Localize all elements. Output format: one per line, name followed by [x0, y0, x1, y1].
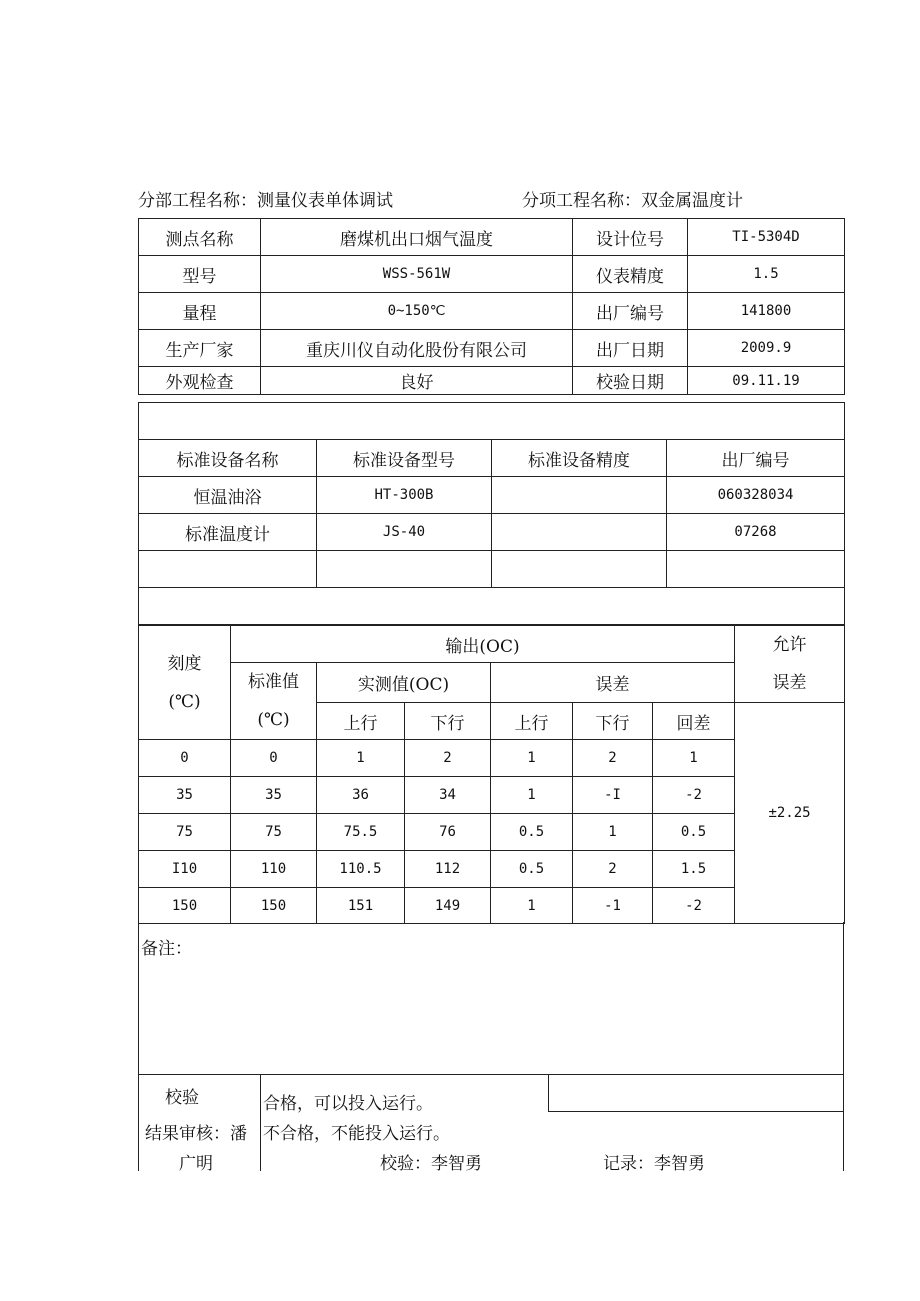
serial-label: 出厂编号	[573, 293, 688, 330]
error-header: 误差	[491, 663, 735, 703]
table-cell: 1	[491, 740, 573, 777]
cal-date-label: 校验日期	[573, 367, 688, 395]
table-cell: 1.5	[653, 851, 735, 888]
model-value: WSS-561W	[261, 256, 573, 293]
table-cell: 149	[405, 888, 491, 924]
table-row	[139, 477, 845, 514]
result-label-line2: 结果审核：潘	[145, 1124, 247, 1144]
output-header: 输出(OC)	[231, 626, 735, 663]
range-value: 0~150℃	[261, 293, 573, 330]
accuracy-label: 仪表精度	[573, 256, 688, 293]
table-cell: 恒温油浴	[139, 477, 317, 514]
point-name-label: 测点名称	[139, 219, 261, 256]
item-project-label: 分项工程名称：	[522, 191, 641, 211]
checker-signature: 校验：李智勇	[380, 1154, 482, 1174]
appearance-label: 外观检查	[139, 367, 261, 395]
blank-cell	[139, 588, 845, 625]
instrument-info-table	[138, 218, 845, 395]
table-cell: I10	[139, 851, 231, 888]
table-cell: 2	[573, 740, 653, 777]
column-header: 标准设备名称	[139, 440, 317, 477]
table-cell: 151	[317, 888, 405, 924]
cal-date-value: 09.11.19	[688, 367, 845, 395]
table-row	[139, 551, 845, 588]
allowed-error-value: ±2.25	[735, 703, 845, 924]
table-row	[139, 330, 845, 367]
item-project-name	[522, 186, 743, 211]
table-cell: 1	[653, 740, 735, 777]
table-cell: 76	[405, 814, 491, 851]
measured-header: 实测值(OC)	[317, 663, 491, 703]
result-label-line3: 广明	[179, 1154, 213, 1174]
standard-equipment-table	[138, 402, 845, 625]
table-cell: 0.5	[491, 814, 573, 851]
fail-text: 不合格，不能投入运行。	[263, 1124, 450, 1144]
table-row	[139, 256, 845, 293]
table-cell: 75.5	[317, 814, 405, 851]
error-label: 误差	[772, 673, 807, 693]
remarks-label: 备注：	[141, 939, 192, 959]
table-cell: 0	[231, 740, 317, 777]
table-cell: 1	[573, 814, 653, 851]
appearance-value: 良好	[261, 367, 573, 395]
table-cell: -I	[573, 777, 653, 814]
remarks-box	[138, 922, 844, 1075]
table-cell: -2	[653, 777, 735, 814]
table-cell: 35	[139, 777, 231, 814]
table-cell: 75	[139, 814, 231, 851]
mfg-date-label: 出厂日期	[573, 330, 688, 367]
table-cell: 150	[139, 888, 231, 924]
table-cell: 36	[317, 777, 405, 814]
mfg-date-value: 2009.9	[688, 330, 845, 367]
up-header: 上行	[317, 703, 405, 740]
divider	[548, 1075, 549, 1111]
column-header: 出厂编号	[667, 440, 845, 477]
standard-value-header	[231, 663, 317, 740]
allowed-error-header	[735, 626, 845, 703]
table-header-row	[139, 440, 845, 477]
blank-row	[139, 588, 845, 625]
column-header: 标准设备型号	[317, 440, 492, 477]
scale-header	[139, 626, 231, 740]
measurement-table	[138, 625, 845, 924]
table-row	[139, 514, 845, 551]
table-cell	[667, 551, 845, 588]
table-cell: HT-300B	[317, 477, 492, 514]
table-cell: 1	[491, 777, 573, 814]
sub-project-name	[138, 186, 393, 211]
column-header: 标准设备精度	[492, 440, 667, 477]
table-cell	[492, 514, 667, 551]
maker-value: 重庆川仪自动化股份有限公司	[261, 330, 573, 367]
table-cell: 35	[231, 777, 317, 814]
table-cell: 0.5	[653, 814, 735, 851]
table-cell: -2	[653, 888, 735, 924]
design-tag-label: 设计位号	[573, 219, 688, 256]
pass-text: 合格，可以投入运行。	[263, 1094, 433, 1114]
table-cell: 标准温度计	[139, 514, 317, 551]
table-cell: JS-40	[317, 514, 492, 551]
table-cell: 07268	[667, 514, 845, 551]
blank-row	[139, 403, 845, 440]
standard-value-label: 标准值	[248, 672, 299, 692]
recorder-signature: 记录：李智勇	[603, 1154, 705, 1174]
result-section	[138, 1074, 844, 1174]
table-cell: -1	[573, 888, 653, 924]
hysteresis-header: 回差	[653, 703, 735, 740]
scale-label: 刻度	[167, 653, 202, 674]
sub-project-label: 分部工程名称：	[138, 191, 257, 211]
scale-unit: (℃)	[168, 691, 201, 712]
table-row	[139, 219, 845, 256]
table-cell: 1	[317, 740, 405, 777]
down-header: 下行	[405, 703, 491, 740]
table-cell: 2	[405, 740, 491, 777]
divider	[260, 1075, 261, 1171]
error-down-header: 下行	[573, 703, 653, 740]
table-cell: 112	[405, 851, 491, 888]
table-cell	[139, 551, 317, 588]
table-cell: 110.5	[317, 851, 405, 888]
table-cell: 2	[573, 851, 653, 888]
table-cell: 1	[491, 888, 573, 924]
table-cell: 110	[231, 851, 317, 888]
model-label: 型号	[139, 256, 261, 293]
table-cell	[492, 477, 667, 514]
table-cell	[492, 551, 667, 588]
error-up-header: 上行	[491, 703, 573, 740]
standard-value-unit: (℃)	[257, 710, 290, 730]
table-header-row	[139, 626, 845, 663]
item-project-value: 双金属温度计	[641, 191, 743, 211]
table-cell: 060328034	[667, 477, 845, 514]
result-label-line1: 校验	[165, 1088, 199, 1108]
maker-label: 生产厂家	[139, 330, 261, 367]
table-cell: 0	[139, 740, 231, 777]
range-label: 量程	[139, 293, 261, 330]
table-cell	[317, 551, 492, 588]
table-cell: 34	[405, 777, 491, 814]
allowed-label: 允许	[772, 635, 807, 655]
table-cell: 150	[231, 888, 317, 924]
accuracy-value: 1.5	[688, 256, 845, 293]
serial-value: 141800	[688, 293, 845, 330]
table-row	[139, 367, 845, 395]
blank-cell	[139, 403, 845, 440]
point-name-value: 磨煤机出口烟气温度	[261, 219, 573, 256]
table-cell: 0.5	[491, 851, 573, 888]
table-cell: 75	[231, 814, 317, 851]
divider	[548, 1111, 843, 1112]
sub-project-value: 测量仪表单体调试	[257, 191, 393, 211]
table-row	[139, 293, 845, 330]
design-tag-value: TI-5304D	[688, 219, 845, 256]
